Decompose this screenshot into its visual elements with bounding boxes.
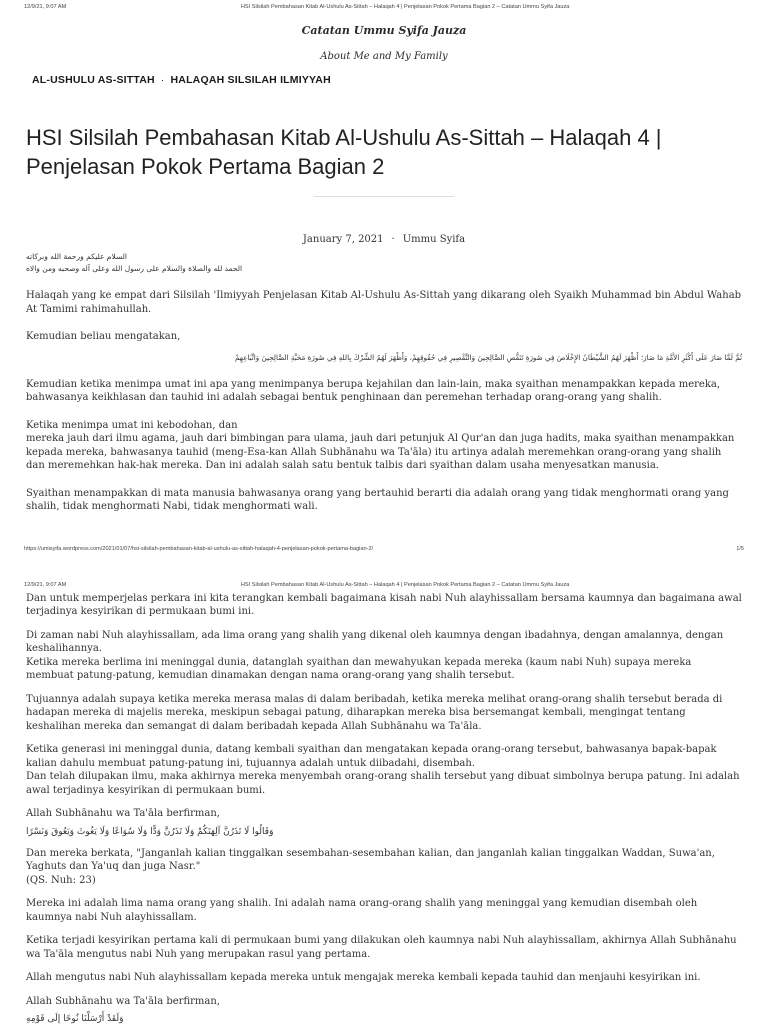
title-divider [314, 196, 454, 197]
paragraph: mereka jauh dari ilmu agama, jauh dari bimbingan para ulama, jauh dari petunjuk Al Qur'an dan juga hadits, maka syaithan menampakkan kepada mereka, bahwasanya tauhid (meng-Esa-kan Allah Subhānahu wa Ta'āla) itu artinya adalah meremehkan orang-orang yang shalih dan meremehkan hak-hak mereka. Dan ini adalah salah satu bentuk talbis dari syaithan dalam usaha menyesatkan manusia. [26, 433, 735, 471]
post-meta [0, 234, 768, 245]
post-categories [32, 74, 768, 86]
post-author[interactable]: Ummu Syifa [402, 234, 466, 245]
print-datetime: 12/9/21, 9:07 AM [24, 4, 67, 10]
paragraph: Dan untuk memperjelas perkara ini kita terangkan kembali bagaimana kisah nabi Nuh alayhissallam bersama kaumnya dan bagaimana awal terjadinya kesyirikan di permukaan bumi ini. [26, 592, 742, 617]
paragraph: Halaqah yang ke empat dari Silsilah 'Ilmiyyah Penjelasan Kitab Al-Ushulu As-Sittah yang dikarang oleh Syaikh Muhammad bin Abdul Wahab At Tamimi rahimahullah. [26, 290, 742, 315]
paragraph: Ketika generasi ini meninggal dunia, datang kembali syaithan dan mengatakan kepada orang-orang tersebut, bahwasanya bapak-bapak kalian dahulu membuat patung-patung ini, tujuannya adalah untuk diibadahi, disembah. [26, 744, 717, 769]
print-url: https://umisyifa.wordpress.com/2021/01/07/hsi-silsilah-pembahasan-kitab-al-ushulu-as-sittah-halaqah-4-penjelasan-pokok-pertama-bagian-2/ [24, 545, 374, 552]
category-link[interactable]: HALAQAH SILSILAH ILMIYYAH [170, 74, 331, 86]
post-title: HSI Silsilah Pembahasan Kitab Al-Ushulu As-Sittah – Halaqah 4 | Penjelasan Pokok Pertama Bagian 2 [26, 125, 662, 179]
paragraph: Mereka ini adalah lima nama orang yang shalih. Ini adalah nama orang-orang shalih yang meninggal yang kemudian disembah oleh kaumnya nabi Nuh alayhissallam. [26, 898, 698, 923]
print-document-title: HSI Silsilah Pembahasan Kitab Al-Ushulu As-Sittah – Halaqah 4 | Penjelasan Pokok Pertama Bagian 2 – Catatan Ummu Syifa Jauza [240, 581, 570, 588]
paragraph: Allah mengutus nabi Nuh alayhissallam kepada mereka untuk mengajak mereka kembali kepada tauhid dan menjauhi kesyirikan ini. [26, 972, 701, 983]
paragraph: Dan telah dilupakan ilmu, maka akhirnya mereka menyembah orang-orang shalih tersebut yang dibuat simbolnya berupa patung. Ini adalah awal terjadinya kesyirikan di permukaan bumi. [26, 771, 740, 796]
print-header-page-2 [0, 578, 768, 592]
quran-verse: وَلَقَدْ أَرْسَلْنَا نُوحًا إِلَى قَوْمِهِ [26, 1014, 124, 1024]
paragraph: Ketika mereka berlima ini meninggal dunia, datanglah syaithan dan mewahyukan kepada mereka (kaum nabi Nuh) supaya mereka membuat patung-patung, kemudian dinamakan dengan nama orang-orang yang shalih tersebut. [26, 656, 692, 681]
meta-separator: · [391, 234, 395, 245]
print-footer [0, 542, 768, 556]
paragraph: Allah Subhānahu wa Ta'āla berfirman, [26, 808, 220, 819]
paragraph: Di zaman nabi Nuh alayhissallam, ada lima orang yang shalih yang dikenal oleh kaumnya dengan ibadahnya, dengan amalannya, dengan keshalihannya. [26, 629, 724, 654]
print-datetime: 12/9/21, 9:07 AM [24, 581, 67, 588]
verse-reference: (QS. Nuh: 23) [26, 874, 96, 886]
post-date[interactable]: January 7, 2021 [302, 234, 384, 245]
paragraph: Ketika terjadi kesyirikan pertama kali di permukaan bumi yang dilakukan oleh kaumnya nabi Nuh alayhissallam, akhirnya Allah Subhānahu wa Ta'āla mengutus nabi Nuh yang merupakan rasul yang pertama. [26, 935, 737, 960]
arabic-hamdalah: الحمد لله والصلاة والسلام على رسول الله وعلى آله وصحبه ومن والاه [26, 264, 243, 273]
print-page-number: 1/5 [736, 545, 744, 552]
paragraph: Kemudian beliau mengatakan, [26, 331, 181, 342]
arabic-quote: ثُمَّ لَمَّا صَارَ عَلَى أَكْثَرِ الأُمَّةِ مَا صَارَ؛ أَظْهَرَ لَهُمُ الشَّيْطَانُ الإِخْلَاصَ فِي صُورَةِ تَنَقُّصِ الصَّالِحِينَ وَالتَّقْصِيرِ فِي حُقُوقِهِمْ، وَأَظْهَرَ لَهُمُ الشِّرْكَ بِاللهِ فِي صُورَةِ مَحَبَّةِ الصَّالِحِينَ وَاتِّبَاعِهِمْ [234, 352, 742, 362]
print-header [0, 0, 768, 14]
site-title[interactable]: Catatan Ummu Syifa Jauza [301, 24, 467, 37]
paragraph: Ketika menimpa umat ini kebodohan, dan [26, 419, 238, 431]
category-separator: · [160, 74, 165, 86]
paragraph: Syaithan menampakkan di mata manusia bahwasanya orang yang bertauhid berarti dia adalah orang yang tidak menghormati orang yang shalih, tidak menghormati Nabi, tidak menghormati wali. [26, 487, 729, 512]
paragraph: Kemudian ketika menimpa umat ini apa yang menimpanya berupa kejahilan dan lain-lain, maka syaithan menampakkan kepada mereka, bahwasanya keikhlasan dan tauhid ini adalah sebagai bentuk penghinaan dan peremehan terhadap orang-orang yang shalih. [26, 378, 721, 403]
paragraph: Dan mereka berkata, "Janganlah kalian tinggalkan sesembahan-sesembahan kalian, dan janganlah kalian tinggalkan Waddan, Suwa'an, Yaghuts dan Ya'uq dan juga Nasr." [26, 847, 715, 872]
quran-verse: وَقَالُوا لَا تَذَرُنَّ آلِهَتَكُمْ وَلَا تَذَرُنَّ وَدًّا وَلَا سُوَاعًا وَلَا يَغُوثَ وَيَعُوقَ وَنَسْرًا [26, 826, 274, 837]
nav-about-link[interactable]: About Me and My Family [320, 51, 448, 62]
paragraph: Allah Subhānahu wa Ta'āla berfirman, [26, 995, 220, 1007]
arabic-salam: السلام عليكم ورحمة الله وبركاته [26, 252, 127, 261]
category-link[interactable]: AL-USHULU AS-SITTAH [32, 74, 155, 86]
paragraph: Tujuannya adalah supaya ketika mereka merasa malas di dalam beribadah, ketika mereka melihat orang-orang shalih tersebut berada di hadapan mereka di majelis mereka, meskipun sebagai patung, diharapkan mereka bisa bersemangat kembali, mengingat tentang keshalihan mereka dan semangat di dalam beribadah kepada Allah Subhānahu wa Ta'āla. [26, 693, 723, 732]
print-document-title: HSI Silsilah Pembahasan Kitab Al-Ushulu As-Sittah – Halaqah 4 | Penjelasan Pokok Pertama Bagian 2 – Catatan Ummu Syifa Jauza [240, 4, 570, 10]
